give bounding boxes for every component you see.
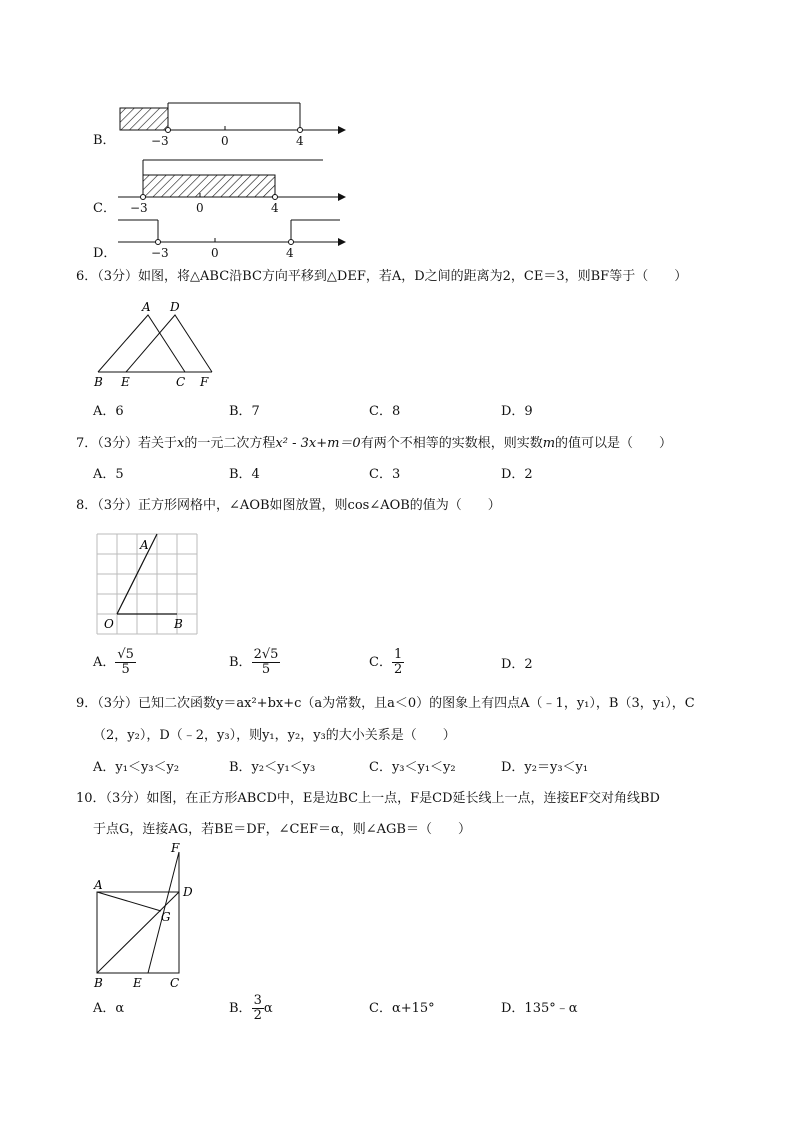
option-d-label: D． bbox=[93, 246, 117, 261]
q10-option-a[interactable]: A．α bbox=[93, 1001, 125, 1016]
q10-stem-line2: 于点G，连接AG，若BE＝DF，∠CEF＝α，则∠AGB＝（ ） bbox=[93, 822, 471, 837]
option-c-label: C． bbox=[93, 201, 116, 216]
q9-option-b[interactable]: B．y₂＜y₁＜y₃ bbox=[229, 760, 316, 775]
q10-option-c[interactable]: C．α+15° bbox=[369, 1001, 435, 1016]
q8-grid-figure bbox=[96, 533, 202, 639]
q10-option-d[interactable]: D．135°﹣α bbox=[501, 1001, 578, 1016]
q7-option-c[interactable]: C．3 bbox=[369, 467, 401, 482]
q10-stem-line1: 10．（3分）如图，在正方形ABCD中，E是边BC上一点，F是CD延长线上一点，连接EF交对角线BD bbox=[76, 791, 660, 806]
q8-option-d[interactable]: D．2 bbox=[501, 657, 533, 672]
label-f: F bbox=[200, 375, 209, 389]
q9-stem-line2: （2，y₂），D（﹣2，y₃），则y₁，y₂，y₃的大小关系是（ ） bbox=[93, 728, 456, 743]
label-c: C bbox=[170, 976, 180, 990]
label-a: A bbox=[140, 538, 149, 552]
q6-option-a[interactable]: A．6 bbox=[93, 404, 124, 419]
q9-option-c[interactable]: C．y₃＜y₁＜y₂ bbox=[369, 760, 456, 775]
q8-stem: 8．（3分）正方形网格中，∠AOB如图放置，则cos∠AOB的值为（ ） bbox=[76, 498, 501, 513]
tick-4: 4 bbox=[271, 201, 279, 215]
option-b-label: B． bbox=[93, 133, 116, 148]
label-a: A bbox=[142, 300, 151, 314]
q6-option-d[interactable]: D．9 bbox=[501, 404, 533, 419]
q9-stem-line1: 9．（3分）已知二次函数y＝ax²+bx+c（a为常数，且a＜0）的图象上有四点A（﹣1，y₁），B（3，y₁），C bbox=[76, 696, 695, 711]
q9-option-a[interactable]: A．y₁＜y₃＜y₂ bbox=[93, 760, 180, 775]
label-c: C bbox=[176, 375, 186, 389]
q6-translation-figure bbox=[90, 298, 230, 390]
tick-0: 0 bbox=[196, 201, 204, 215]
label-f: F bbox=[171, 841, 180, 855]
label-o: O bbox=[104, 617, 114, 631]
q7-option-a[interactable]: A．5 bbox=[93, 467, 124, 482]
tick-neg3: −3 bbox=[151, 246, 169, 260]
label-d: D bbox=[170, 300, 180, 314]
label-d: D bbox=[183, 885, 193, 899]
q8-option-b[interactable]: B． $\frac{2√5}{5}$ bbox=[229, 647, 279, 677]
label-b: B bbox=[94, 375, 103, 389]
tick-0: 0 bbox=[221, 134, 229, 148]
label-e: E bbox=[133, 976, 142, 990]
label-a: A bbox=[94, 878, 103, 892]
q7-option-d[interactable]: D．2 bbox=[501, 467, 533, 482]
q9-option-d[interactable]: D．y₂＝y₃＜y₁ bbox=[501, 760, 589, 775]
q8-option-a[interactable]: A． $\frac{√5}{5}$ bbox=[93, 647, 134, 677]
tick-4: 4 bbox=[286, 246, 294, 260]
q7-option-b[interactable]: B．4 bbox=[229, 467, 260, 482]
q8-option-c[interactable]: C． $\frac{1}{2}$ bbox=[369, 647, 403, 677]
label-b: B bbox=[174, 617, 183, 631]
q6-option-b[interactable]: B．7 bbox=[229, 404, 260, 419]
q6-stem: 6．（3分）如图，将△ABC沿BC方向平移到△DEF，若A，D之间的距离为2，CE＝3，则BF等于（ ） bbox=[76, 269, 688, 284]
number-line-b bbox=[110, 98, 350, 148]
q7-stem: 7．（3分）若关于x的一元二次方程x² - 3x+m＝0有两个不相等的实数根，则实数m的值可以是（ ） bbox=[76, 436, 673, 451]
q10-square-figure bbox=[88, 840, 218, 990]
q6-option-c[interactable]: C．8 bbox=[369, 404, 401, 419]
tick-neg3: −3 bbox=[151, 134, 169, 148]
tick-0: 0 bbox=[211, 246, 219, 260]
q10-option-b[interactable]: B． $\frac{3}{2}$ α bbox=[229, 993, 273, 1023]
label-g: G bbox=[161, 910, 171, 924]
label-e: E bbox=[121, 375, 130, 389]
label-b: B bbox=[94, 976, 103, 990]
number-line-c bbox=[118, 155, 358, 205]
tick-4: 4 bbox=[296, 134, 304, 148]
tick-neg3: −3 bbox=[130, 201, 148, 215]
